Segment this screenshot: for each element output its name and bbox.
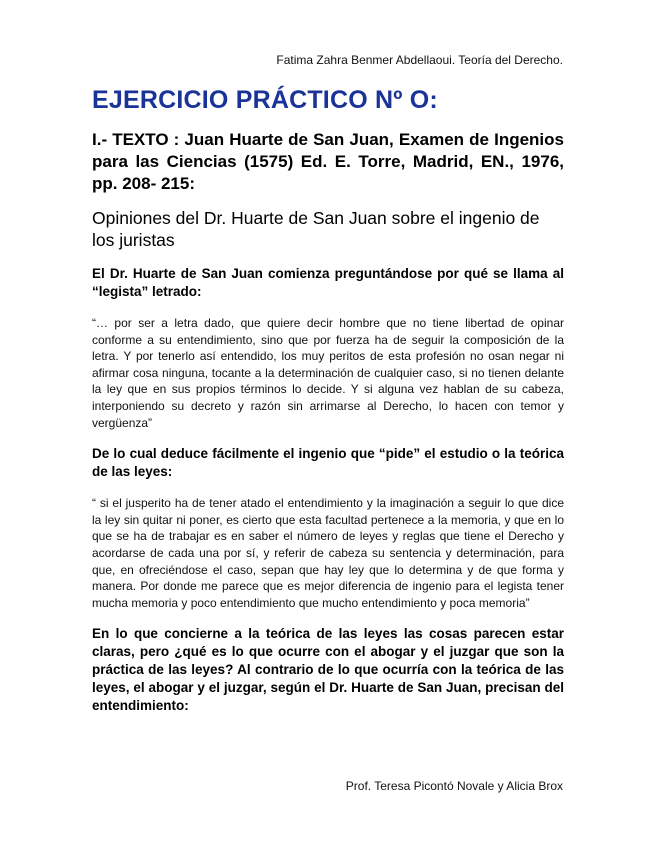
text-reference: I.- TEXTO : Juan Huarte de San Juan, Examen de Ingenios para las Ciencias (1575) Ed. E. Torre, Madrid, EN., 1976, pp. 208- 215: [92,130,564,193]
section-subtitle: Opiniones del Dr. Huarte de San Juan sobre el ingenio de los juristas [92,208,540,250]
page-header: Fatima Zahra Benmer Abdellaoui. Teoría del Derecho. [276,53,563,67]
page-footer: Prof. Teresa Picontó Novale y Alicia Brox [345,779,563,793]
quote-paragraph-2: “ si el jusperito ha de tener atado el entendimiento y la imaginación a seguir lo que dice la ley sin quitar ni poner, es cierto que esta facultad pertenece a la memoria, y que en lo que se ha de trabajar es en saber el número de leyes y reglas que tiene el Derecho y acordarse de cada una por sí, y referir de cabeza su sentencia y determinación, para que, en ofreciéndose el caso, sepan que hay ley que lo determina y de que forma y manera. Por donde me parece que es mejor diferencia de ingenio para el legista tener mucha memoria y poco entendimiento que mucho entendimiento y poca memoria” [92,496,564,610]
lead-paragraph-1: El Dr. Huarte de San Juan comienza preguntándose por qué se llama al “legista” letrado: [92,266,564,299]
page-content [92,85,564,715]
lead-paragraph-2: De lo cual deduce fácilmente el ingenio que “pide” el estudio o la teórica de las leyes: [92,446,564,480]
quote-paragraph-1: “… por ser a letra dado, que quiere decir hombre que no tiene libertad de opinar conforme a su entendimiento, sino que por fuerza ha de seguir la composición de la letra. Y por tenerlo así entendido, los muy peritos de esta profesión no osan negar ni afirmar cosa ninguna, tocante a la determinación de cualquier caso, si no tienen delante la ley que en sus propios términos lo decide. Y si alguna vez hablan de su cabeza, interponiendo su decreto y razón sin arrimarse al Derecho, lo hacen con temor y vergüenza” [92,316,564,430]
closing-paragraph: En lo que concierne a la teórica de las leyes las cosas parecen estar claras, pero ¿qué es lo que ocurre con el abogar y el juzgar que son la práctica de las leyes? Al contrario de lo que ocurría con la teórica de las leyes, el abogar y el juzgar, según el Dr. Huarte de San Juan, precisan del entendimiento: [92,626,564,714]
page-title: EJERCICIO PRÁCTICO Nº O: [92,86,438,114]
